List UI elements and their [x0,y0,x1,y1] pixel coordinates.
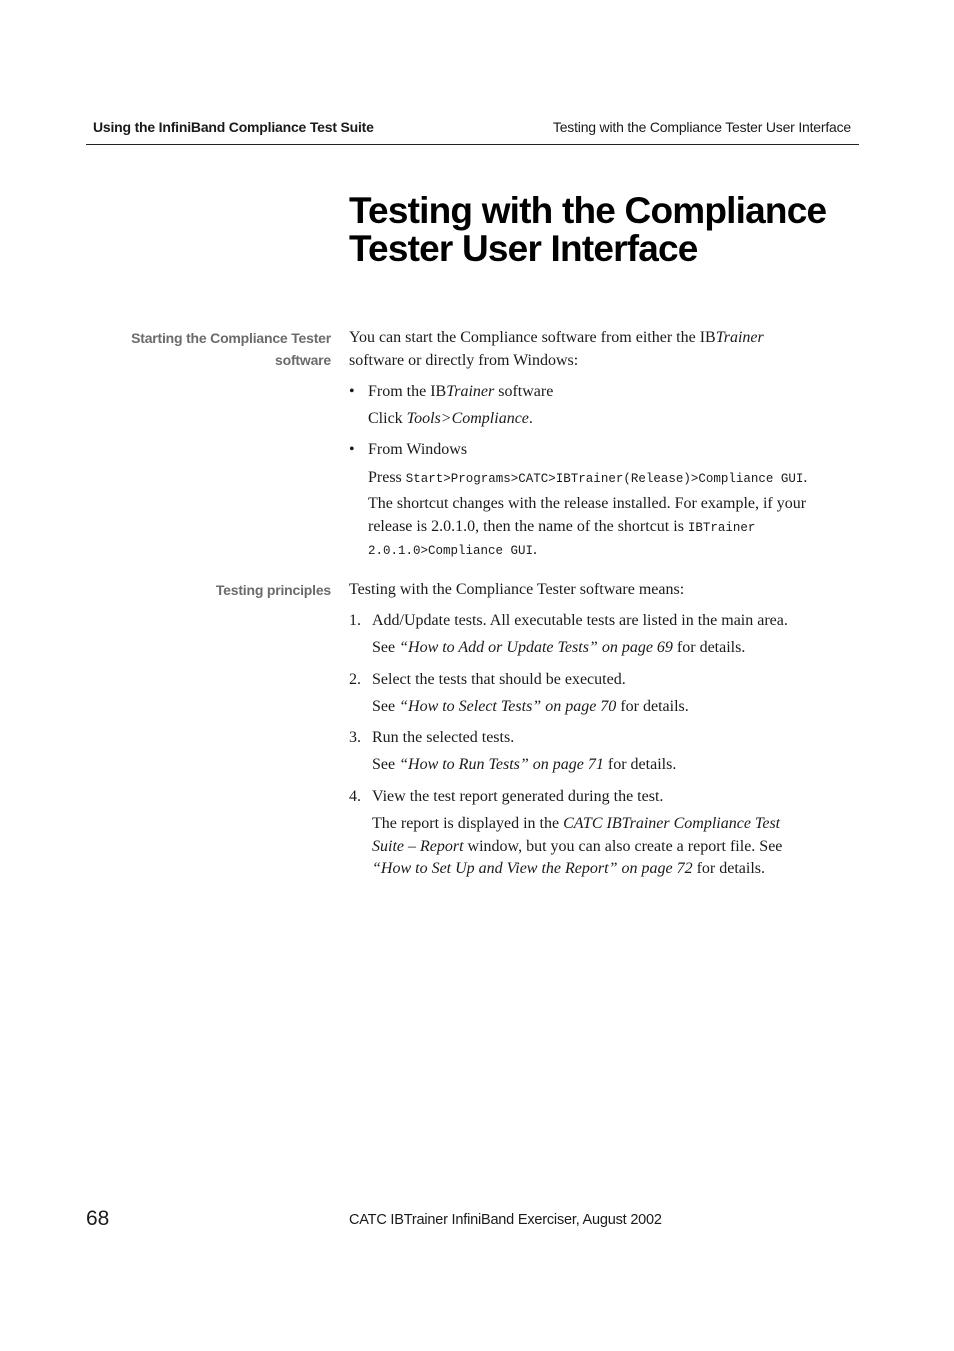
bullet-ibtrainer-italic: Trainer [446,383,495,400]
bullet-ibtrainer-suffix: software [494,383,554,400]
list-item-see [372,754,872,777]
see-prefix: See [372,756,400,773]
bullet-ibtrainer [368,381,868,404]
list-item-see [372,637,872,660]
click-instruction [368,408,868,431]
report-description [372,813,852,881]
bullet-marker: • [349,383,355,400]
see-prefix: See [372,698,400,715]
running-header-chapter: Using the InfiniBand Compliance Test Suite [93,119,374,135]
report-suffix: for details. [692,860,765,877]
starting-intro [349,327,849,372]
press-instruction [368,467,858,491]
see-suffix: for details. [603,756,677,773]
report-mid: window, but you can also create a report file. See [463,837,783,855]
report-prefix: The report is displayed in the [372,815,564,832]
list-item-text: Run the selected tests. [372,729,515,746]
bullet-marker: • [349,441,355,458]
page-title [349,192,869,268]
press-prefix: Press [368,469,406,486]
shortcut-name-part1: IBTrainer [687,520,756,535]
bullet-ibtrainer-prefix: From the IB [368,383,447,400]
starting-intro-line2: software or directly from Windows: [349,351,579,369]
click-suffix: . [528,410,533,427]
shortcut-name-part2: 2.0.1.0>Compliance GUI [368,544,534,558]
cross-reference-link: “How to Set Up and View the Report” on page 72 [372,860,693,877]
cross-reference-link: “How to Select Tests” on page 70 [399,698,617,715]
click-prefix: Click [368,410,407,427]
header-rule [86,144,859,145]
footer-text: CATC IBTrainer InfiniBand Exerciser, August 2002 [349,1212,662,1228]
list-number: 4. [349,788,361,805]
page-title-line1: Testing with the Compliance [349,190,827,231]
page-title-line2: Tester User Interface [349,228,698,269]
side-heading-starting-line2: software [275,352,331,368]
list-number: 2. [349,671,361,688]
see-suffix: for details. [616,698,689,715]
report-window-name-part2: Suite – Report [372,837,464,855]
cross-reference-link: “How to Run Tests” on page 71 [399,756,604,773]
press-suffix: . [803,469,808,486]
report-window-name-part1: CATC IBTrainer Compliance Test [563,815,781,832]
side-heading-principles: Testing principles [215,582,331,598]
click-menu-path: Tools>Compliance [406,410,529,427]
see-prefix: See [372,639,400,656]
list-item-text: Select the tests that should be executed. [372,671,626,688]
press-start-menu-path: Start>Programs>CATC>IBTrainer(Release)>Compliance GUI [405,472,804,486]
list-item-text: Add/Update tests. All executable tests are listed in the main area. [372,612,788,629]
page-number: 68 [86,1207,110,1230]
shortcut-note-line1: The shortcut changes with the release installed. For example, if your [368,495,807,512]
shortcut-note-line2: release is 2.0.1.0, then the name of the shortcut is [368,517,688,535]
starting-intro-italic: Trainer [715,329,764,346]
cross-reference-link: “How to Add or Update Tests” on page 69 [399,639,673,656]
side-heading-starting-line1: Starting the Compliance Tester [131,330,331,346]
bullet-windows: From Windows [368,441,468,458]
starting-intro-text: You can start the Compliance software from either the IB [349,329,716,346]
list-item-see [372,696,872,719]
side-heading-starting [131,327,331,371]
running-header-section: Testing with the Compliance Tester User Interface [552,119,851,135]
shortcut-note [368,493,858,563]
shortcut-note-suffix: . [533,541,538,558]
list-number: 1. [349,612,361,629]
principles-intro: Testing with the Compliance Tester software means: [349,581,685,598]
see-suffix: for details. [672,639,746,656]
list-number: 3. [349,729,361,746]
list-item-text: View the test report generated during the test. [372,788,664,805]
